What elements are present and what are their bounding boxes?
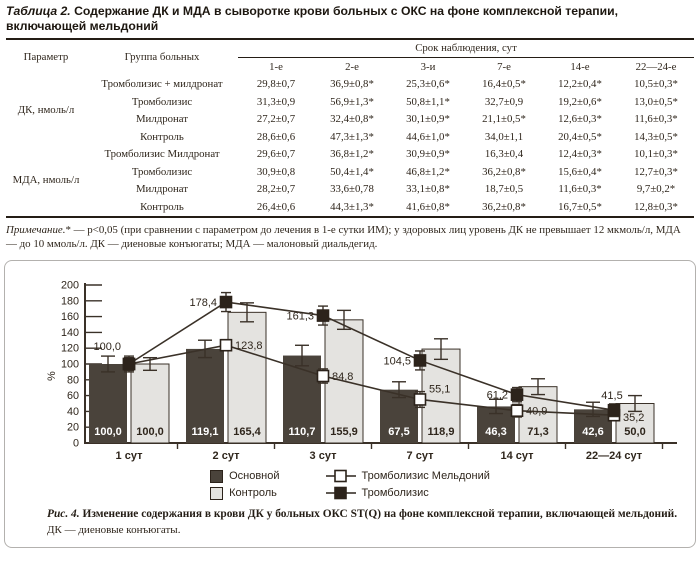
- value-cell: 16,3±0,4: [484, 148, 524, 161]
- table-row: [6, 128, 694, 146]
- svg-text:14 сут: 14 сут: [500, 450, 534, 463]
- value-cell: 14,3±0,5*: [634, 130, 678, 143]
- value-cell: 12,4±0,3*: [558, 148, 602, 161]
- chart-legend: [210, 469, 490, 500]
- svg-text:84,8: 84,8: [332, 371, 354, 384]
- col-header-span: Срок наблюдения, сут: [238, 39, 694, 58]
- table-head: [6, 39, 694, 76]
- value-cell: 32,7±0,9: [484, 95, 524, 108]
- value-cell: 21,1±0,5*: [482, 113, 526, 126]
- group-cell: Тромболизис: [131, 95, 193, 108]
- table-row: [6, 181, 694, 199]
- param-cell: ДК, нмоль/л: [17, 104, 75, 117]
- table-row: [6, 146, 694, 164]
- svg-text:67,5: 67,5: [388, 426, 410, 439]
- table-title-text: Содержание ДК и МДА в сыворотке крови больных с ОКС на фоне комплексной терапии, включающей мельдоний: [6, 4, 618, 34]
- value-cell: 10,5±0,3*: [634, 78, 678, 91]
- value-cell: 18,7±0,5: [484, 183, 524, 196]
- group-cell: Тромболизис Милдронат: [104, 148, 220, 161]
- day-header: 22—24-е: [635, 60, 677, 73]
- svg-text:22—24 сут: 22—24 сут: [585, 450, 643, 463]
- bars: [89, 303, 654, 443]
- value-cell: 30,9±0,8: [256, 165, 296, 178]
- value-cell: 29,6±0,7: [256, 148, 296, 161]
- note-label: Примечание.: [6, 223, 66, 236]
- svg-text:7 сут: 7 сут: [406, 450, 434, 463]
- svg-text:1 сут: 1 сут: [115, 450, 143, 463]
- results-table: [6, 38, 694, 218]
- value-cell: 31,3±0,9: [256, 95, 296, 108]
- svg-text:110,7: 110,7: [288, 426, 316, 439]
- svg-text:165,4: 165,4: [233, 426, 261, 439]
- svg-text:60: 60: [66, 390, 79, 403]
- svg-text:178,4: 178,4: [189, 297, 217, 310]
- svg-text:104,5: 104,5: [383, 355, 411, 368]
- svg-text:155,9: 155,9: [330, 426, 358, 439]
- open-marker-line-icon: [326, 469, 356, 483]
- svg-text:120: 120: [60, 342, 79, 355]
- value-cell: 19,2±0,6*: [558, 95, 602, 108]
- value-cell: 10,1±0,3*: [634, 148, 678, 161]
- svg-text:80: 80: [66, 374, 79, 387]
- value-cell: 28,6±0,6: [256, 130, 296, 143]
- col-header-param: Параметр: [23, 51, 69, 64]
- filled-marker-line-icon: [326, 486, 356, 500]
- svg-text:2 сут: 2 сут: [212, 450, 240, 463]
- table-row: [6, 163, 694, 181]
- value-cell: 56,9±1,3*: [330, 95, 374, 108]
- group-cell: Контроль: [140, 200, 184, 213]
- group-cell: Милдронат: [135, 183, 189, 196]
- value-cell: 30,1±0,9*: [406, 113, 450, 126]
- svg-text:20: 20: [66, 421, 79, 434]
- svg-text:161,3: 161,3: [286, 310, 314, 323]
- svg-text:119,1: 119,1: [191, 426, 219, 439]
- table-row: [6, 93, 694, 111]
- svg-text:123,8: 123,8: [235, 340, 263, 353]
- value-cell: 44,3±1,3*: [330, 200, 374, 213]
- group-cell: Тромболизис + милдронат: [101, 78, 223, 91]
- value-cell: 15,6±0,4*: [558, 165, 602, 178]
- value-cell: 28,2±0,7: [256, 183, 296, 196]
- legend-label: Контроль: [229, 487, 277, 500]
- day-header: 14-е: [570, 60, 590, 73]
- svg-text:3 сут: 3 сут: [309, 450, 337, 463]
- chart-svg: [11, 271, 689, 467]
- svg-text:40,9: 40,9: [526, 405, 548, 418]
- value-cell: 34,0±1,1: [484, 130, 524, 143]
- value-cell: 36,2±0,8*: [482, 165, 526, 178]
- value-cell: 27,2±0,7: [256, 113, 296, 126]
- svg-text:180: 180: [60, 295, 79, 308]
- table-body: [6, 76, 694, 217]
- figure-caption-text: Изменение содержания в крови ДК у больных ОКС ST(Q) на фоне комплексной терапии, включающей мельдоний.: [82, 508, 678, 521]
- value-cell: 12,8±0,3*: [634, 200, 678, 213]
- legend-item-trombolizis-meldoniy: [326, 469, 490, 483]
- legend-item-trombolizis: [326, 486, 490, 500]
- param-cell: МДА, нмоль/л: [12, 174, 80, 187]
- legend-label: Тромболизис: [361, 487, 429, 500]
- svg-text:100,0: 100,0: [93, 341, 121, 354]
- value-cell: 36,9±0,8*: [330, 78, 374, 91]
- value-cell: 33,1±0,8*: [406, 183, 450, 196]
- svg-text:118,9: 118,9: [427, 426, 455, 439]
- value-cell: 50,8±1,1*: [406, 95, 450, 108]
- svg-text:55,1: 55,1: [429, 383, 451, 396]
- col-header-group: Группа больных: [124, 51, 200, 64]
- group-cell: Милдронат: [135, 113, 189, 126]
- value-cell: 11,6±0,3*: [634, 113, 678, 126]
- value-cell: 12,2±0,4*: [558, 78, 602, 91]
- value-cell: 12,6±0,3*: [558, 113, 602, 126]
- svg-text:46,3: 46,3: [485, 426, 507, 439]
- svg-text:50,0: 50,0: [624, 426, 646, 439]
- legend-label: Основной: [229, 470, 280, 483]
- group-cell: Контроль: [140, 130, 184, 143]
- svg-text:200: 200: [60, 279, 79, 292]
- value-cell: 12,7±0,3*: [634, 165, 678, 178]
- value-cell: 13,0±0,5*: [634, 95, 678, 108]
- figure-caption: [11, 508, 689, 520]
- day-header: 3-и: [420, 60, 436, 73]
- value-cell: 36,8±1,2*: [330, 148, 374, 161]
- svg-text:100: 100: [60, 358, 79, 371]
- value-cell: 47,3±1,3*: [330, 130, 374, 143]
- table-row: [6, 111, 694, 129]
- value-cell: 50,4±1,4*: [330, 165, 374, 178]
- svg-text:%: %: [46, 371, 58, 382]
- svg-text:41,5: 41,5: [601, 390, 623, 403]
- day-header: 2-е: [345, 60, 359, 73]
- table-title: [6, 4, 694, 35]
- dark-bar-swatch-icon: [210, 470, 223, 483]
- value-cell: 29,8±0,7: [256, 78, 296, 91]
- table-row: [6, 198, 694, 217]
- table-row: [6, 76, 694, 94]
- value-cell: 16,7±0,5*: [558, 200, 602, 213]
- svg-text:0: 0: [72, 437, 79, 450]
- value-cell: 20,4±0,5*: [558, 130, 602, 143]
- svg-text:140: 140: [60, 327, 79, 340]
- value-cell: 9,7±0,2*: [636, 183, 676, 196]
- svg-text:35,2: 35,2: [623, 412, 645, 425]
- value-cell: 36,2±0,8*: [482, 200, 526, 213]
- value-cell: 44,6±1,0*: [406, 130, 450, 143]
- value-cell: 25,3±0,6*: [406, 78, 450, 91]
- legend-item-osnovnoy: [210, 469, 279, 483]
- value-cell: 16,4±0,5*: [482, 78, 526, 91]
- value-cell: 41,6±0,8*: [406, 200, 450, 213]
- svg-text:42,6: 42,6: [582, 426, 604, 439]
- light-bar-swatch-icon: [210, 487, 223, 500]
- svg-text:71,3: 71,3: [527, 426, 549, 439]
- figure-number-label: Рис. 4.: [47, 508, 80, 521]
- svg-text:100,0: 100,0: [136, 426, 164, 439]
- legend-item-kontrol: [210, 486, 279, 500]
- value-cell: 32,4±0,8*: [330, 113, 374, 126]
- value-cell: 46,8±1,2*: [406, 165, 450, 178]
- value-cell: 30,9±0,9*: [406, 148, 450, 161]
- value-cell: 26,4±0,6: [256, 200, 296, 213]
- value-cell: 33,6±0,78: [330, 183, 374, 196]
- value-cell: 11,6±0,3*: [558, 183, 602, 196]
- svg-text:100,0: 100,0: [94, 426, 122, 439]
- svg-text:40: 40: [66, 406, 79, 419]
- day-header: 7-е: [497, 60, 511, 73]
- svg-text:160: 160: [60, 311, 79, 324]
- table-note: [6, 223, 694, 252]
- figure-subcaption: ДК — диеновые конъюгаты.: [47, 524, 181, 537]
- day-header: 1-е: [269, 60, 283, 73]
- table-number-label: Таблица 2.: [6, 4, 71, 18]
- figure-panel: [4, 260, 696, 548]
- svg-text:61,2: 61,2: [486, 389, 508, 402]
- group-cell: Тромболизис: [131, 165, 193, 178]
- note-text: * — р<0,05 (при сравнении с параметром до лечения в 1-е сутки ИМ); у здоровых лиц уровень ДК не превышает 12 мкмоль/л, МДА — до 10 ммоль/л. ДК — диеновые конъюгаты; МДА — малоновый диальдегид.: [6, 223, 681, 250]
- legend-label: Тромболизис Мельдоний: [361, 470, 490, 483]
